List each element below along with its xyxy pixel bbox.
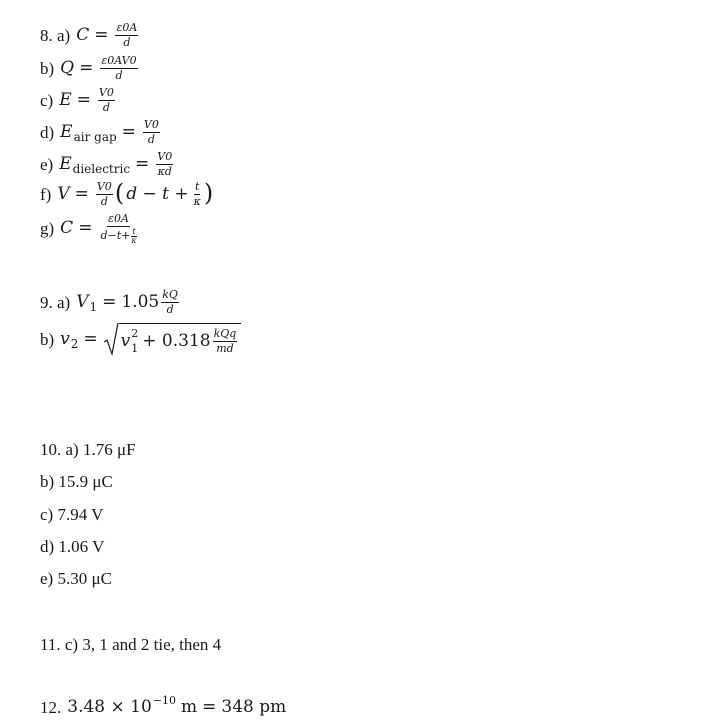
q9-a-denominator: d	[166, 302, 174, 316]
q8-a	[40, 22, 140, 48]
q9-b-sqrt	[103, 322, 242, 356]
q8-e-subscript: dielectric	[72, 162, 131, 177]
q12-unit: m	[181, 697, 198, 717]
q9-a-lhs: V	[76, 291, 89, 312]
q8-g-fraction	[99, 213, 137, 245]
q8-d-subscript: air gap	[73, 130, 117, 145]
q8-g	[40, 213, 140, 245]
q8-f-open-paren: (	[114, 179, 125, 208]
q8-c-denominator: d	[102, 100, 110, 114]
q8-a-numerator: ε0A	[116, 21, 138, 34]
q8-d-label: d)	[40, 122, 55, 142]
q8-c-eq: =	[76, 89, 91, 110]
q8-c-lhs: E	[59, 89, 72, 110]
q8-e-lhs: E	[59, 153, 72, 174]
q8-f-close-paren: )	[203, 179, 214, 208]
q9-b-subscript: 2	[70, 337, 79, 351]
q8-b-eq: =	[79, 57, 94, 78]
q8-c-fraction	[98, 87, 115, 113]
q9-a-numerator: kQ	[162, 288, 178, 301]
q8-f-numerator: V0	[96, 180, 112, 193]
q8-a-label: 8. a)	[40, 25, 71, 45]
q10-c-text: c) 7.94 V	[40, 505, 104, 524]
q9-a-coefficient: 1.05	[121, 291, 160, 312]
q9-a	[40, 289, 181, 315]
q8-c	[40, 87, 117, 113]
q10-b-text: b) 15.9 μC	[40, 472, 113, 491]
q8-e-denominator: κd	[157, 164, 172, 178]
q8-e-label: e)	[40, 154, 54, 174]
q9-b-plus-coef: + 0.318	[142, 330, 211, 351]
q8-d-fraction	[143, 119, 160, 145]
q8-b-lhs: Q	[60, 57, 75, 78]
q8-e-fraction	[156, 151, 173, 177]
q8-e	[40, 151, 175, 177]
q8-d-denominator: d	[147, 132, 155, 146]
q10-e	[40, 570, 112, 587]
q8-c-label: c)	[40, 90, 54, 110]
q9-b	[40, 322, 241, 356]
q8-a-lhs: C	[76, 24, 90, 45]
q8-b-numerator: ε0AV0	[101, 54, 137, 67]
q9-b-eq: =	[83, 328, 98, 349]
q9-b-radicand	[119, 323, 242, 356]
q8-b-fraction	[100, 55, 137, 81]
q8-a-denominator: d	[123, 35, 131, 49]
q9-a-fraction	[161, 289, 179, 315]
q9-b-v1-sub: 1	[131, 342, 139, 355]
q10-d	[40, 538, 104, 555]
q9-b-denominator: md	[216, 341, 234, 355]
q8-b-label: b)	[40, 58, 55, 78]
q8-f-denominator: d	[100, 194, 108, 208]
q11-text: 11. c) 3, 1 and 2 tie, then 4	[40, 635, 222, 654]
q8-f-label: f)	[40, 184, 52, 204]
q12-result: 348 pm	[221, 697, 287, 717]
radical-sign-icon	[103, 322, 119, 356]
q12-label: 12.	[40, 698, 62, 717]
q8-g-numerator: ε0A	[108, 212, 129, 225]
q12-coefficient: 3.48 × 10	[67, 697, 152, 717]
q9-b-label: b)	[40, 329, 55, 349]
q8-e-eq: =	[135, 153, 150, 174]
q8-f	[40, 181, 213, 207]
q12	[40, 694, 287, 717]
q9-a-eq: =	[102, 291, 117, 312]
q8-d	[40, 119, 162, 145]
q8-f-lhs: V	[57, 183, 70, 204]
q8-f-expression: d − t +	[126, 183, 189, 204]
q8-g-t-denominator: κ	[131, 235, 137, 245]
q12-eq: =	[202, 697, 217, 717]
q8-g-t-fraction	[131, 228, 136, 245]
q8-f-eq: =	[74, 183, 89, 204]
q8-g-t-numerator: t	[132, 226, 136, 236]
q8-b	[40, 55, 140, 81]
q9-b-v1-scripts	[131, 327, 139, 355]
q10-a	[40, 441, 136, 458]
q8-g-denominator-group	[99, 227, 137, 245]
q8-a-eq: =	[94, 24, 109, 45]
q10-a-text: 10. a) 1.76 μF	[40, 440, 136, 459]
q8-f-fraction	[96, 181, 113, 207]
q9-b-numerator: kQq	[213, 326, 237, 340]
q8-a-fraction	[115, 22, 138, 48]
q8-g-label: g)	[40, 219, 55, 239]
q8-g-eq: =	[78, 218, 93, 239]
q8-d-eq: =	[121, 121, 136, 142]
q10-d-text: d) 1.06 V	[40, 537, 105, 556]
q10-b	[40, 473, 113, 490]
q12-exponent: −10	[152, 694, 177, 707]
q9-b-v1: v	[120, 330, 131, 351]
q9-a-subscript: 1	[89, 300, 98, 315]
q8-g-denominator: d−t+	[100, 229, 131, 243]
q10-e-text: e) 5.30 μC	[40, 569, 112, 588]
q8-c-numerator: V0	[98, 86, 114, 99]
q8-f-t-fraction	[193, 181, 202, 207]
q8-d-numerator: V0	[143, 118, 159, 131]
q9-a-label: 9. a)	[40, 292, 71, 312]
q9-b-fraction	[213, 328, 238, 354]
q8-f-t-numerator: t	[195, 180, 200, 193]
q11	[40, 636, 221, 653]
q8-f-t-denominator: κ	[193, 194, 201, 208]
q8-b-denominator: d	[115, 68, 123, 82]
q9-b-v1-sup: 2	[131, 327, 139, 340]
q8-d-lhs: E	[60, 121, 73, 142]
q8-e-numerator: V0	[157, 150, 173, 163]
q10-c	[40, 506, 103, 523]
q9-b-lhs: v	[60, 328, 70, 349]
q8-g-lhs: C	[60, 218, 74, 239]
